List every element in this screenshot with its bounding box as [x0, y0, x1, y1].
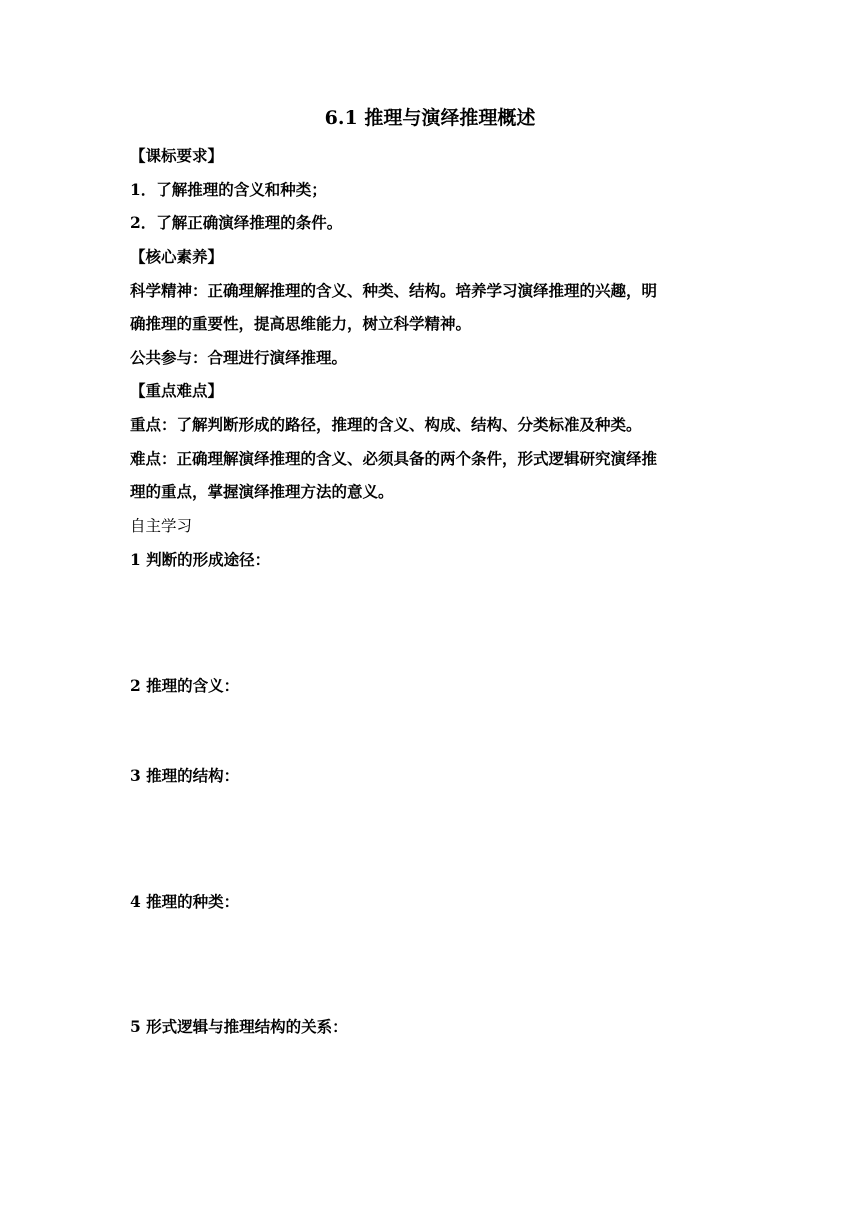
question-3: 3 推理的结构：	[130, 766, 240, 785]
difficulty-line-2: 理的重点，掌握演绎推理方法的意义。	[130, 482, 394, 501]
key-point: 重点：了解判断形成的路径，推理的含义、构成、结构、分类标准及种类。	[130, 415, 642, 434]
difficulty-line-1: 难点：正确理解演绎推理的含义、必须具备的两个条件，形式逻辑研究演绎推	[130, 449, 658, 468]
self-study-heading: 自主学习	[130, 517, 193, 535]
curriculum-item-1: 1．了解推理的含义和种类；	[130, 180, 327, 199]
key-difficulty-heading: 【重点难点】	[130, 381, 224, 400]
page-title: 6.1 推理与演绎推理概述	[324, 107, 536, 129]
question-4: 4 推理的种类：	[130, 892, 240, 911]
literacy-science-line-1: 科学精神：正确理解推理的含义、种类、结构。培养学习演绎推理的兴趣，明	[130, 281, 658, 300]
question-2: 2 推理的含义：	[130, 676, 240, 695]
curriculum-item-2: 2．了解正确演绎推理的条件。	[130, 213, 343, 232]
question-5: 5 形式逻辑与推理结构的关系：	[130, 1017, 348, 1036]
question-1: 1 判断的形成途径：	[130, 550, 271, 569]
literacy-public: 公共参与：合理进行演绎推理。	[130, 348, 348, 367]
literacy-science-line-2: 确推理的重要性，提高思维能力，树立科学精神。	[130, 314, 472, 333]
curriculum-heading: 【课标要求】	[130, 146, 224, 165]
literacy-heading: 【核心素养】	[130, 247, 224, 266]
